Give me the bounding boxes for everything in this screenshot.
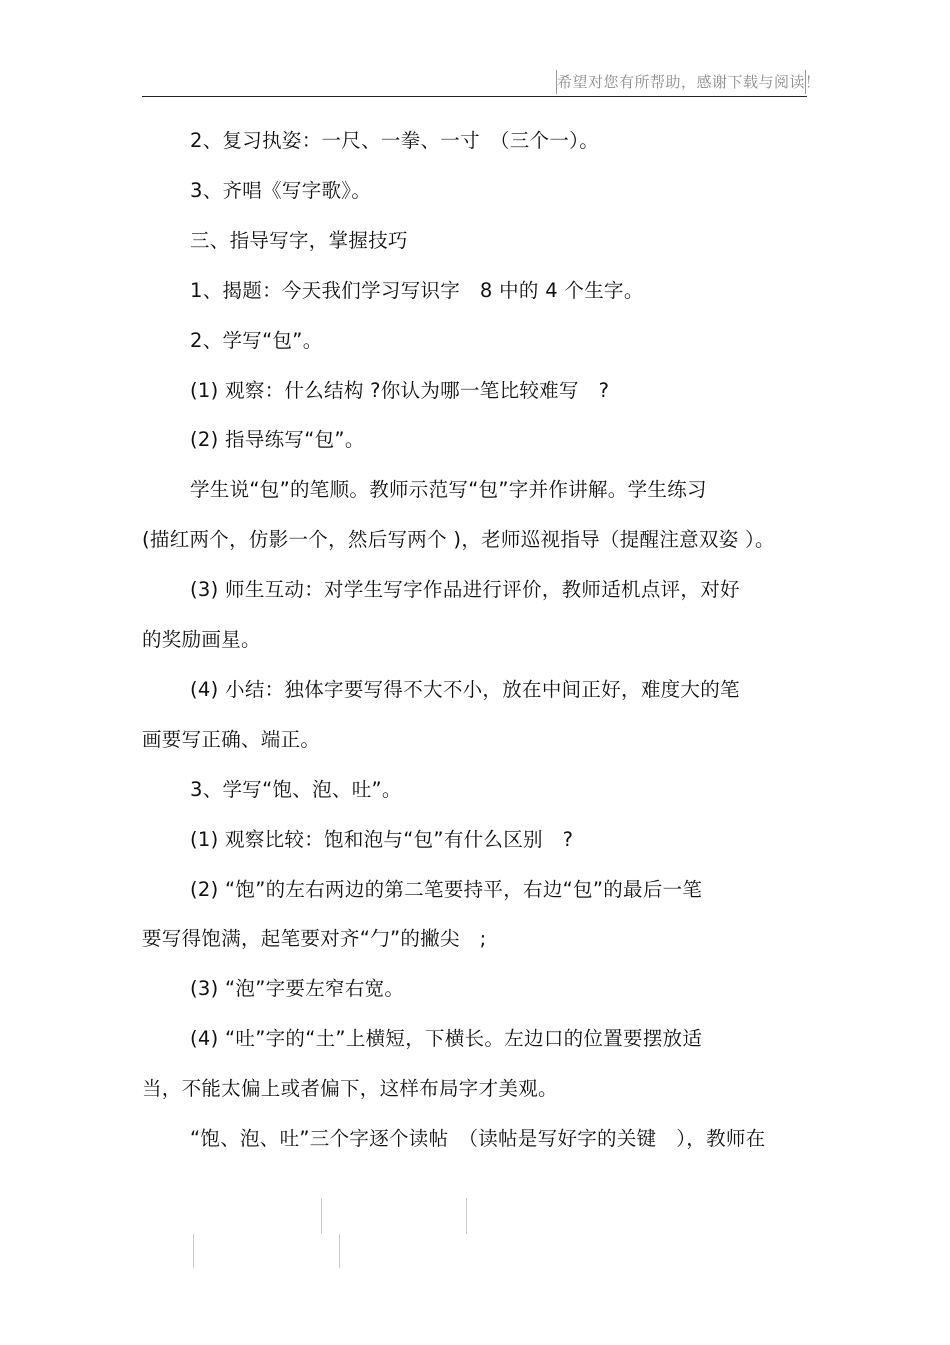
text-line: 当，不能太偏上或者偏下，这样布局字才美观。 (142, 1077, 558, 1100)
table-fragment-line (321, 1198, 322, 1234)
text-line: 3、学写“饱、泡、吐”。 (190, 778, 402, 801)
text-line: (3) 师生互动：对学生写字作品进行评价，教师适机点评，对好 (190, 578, 740, 601)
text-line: 1、揭题：今天我们学习写识字 8 中的 4 个生字。 (190, 279, 644, 302)
text-line: 2、复习执姿：一尺、一拳、一寸 （三个一）。 (190, 129, 600, 152)
text-line: (3) “泡”字要左窄右宽。 (190, 977, 405, 1000)
table-fragment-line (466, 1198, 467, 1234)
text-line: (2) 指导练写“包”。 (190, 428, 365, 451)
header-rule (142, 96, 807, 97)
table-fragment-line (193, 1234, 194, 1268)
text-line: (1) 观察：什么结构 ?你认为哪一笔比较难写 ? (190, 379, 610, 402)
text-line: 3、齐唱《写字歌》。 (190, 179, 372, 202)
text-line: 画要写正确、端正。 (142, 728, 321, 751)
text-line: 2、学写“包”。 (190, 329, 323, 352)
text-line: 要写得饱满，起笔要对齐“勹”的撇尖 ; (142, 927, 487, 950)
header-watermark: 希望对您有所帮助，感谢下载与阅读！ (556, 70, 806, 94)
text-line: (4) 小结：独体字要写得不大不小，放在中间正好，难度大的笔 (190, 678, 740, 701)
text-line: (4) “吐”字的“土”上横短，下横长。左边口的位置要摆放适 (190, 1027, 703, 1050)
text-line: 的奖励画星。 (142, 628, 261, 651)
text-line: 学生说“包”的笔顺。教师示范写“包”字并作讲解。学生练习 (190, 478, 707, 501)
text-line: (描红两个，仿影一个，然后写两个 )，老师巡视指导（提醒注意双姿 ）。 (142, 528, 775, 551)
text-line: (2) “饱”的左右两边的第二笔要持平，右边“包”的最后一笔 (190, 878, 703, 901)
table-fragment-line (339, 1234, 340, 1268)
text-line: “饱、泡、吐”三个字逐个读帖 （读帖是写好字的关键 ），教师在 (190, 1127, 766, 1150)
text-line: (1) 观察比较：饱和泡与“包”有什么区别 ? (190, 828, 574, 851)
text-line: 三、指导写字，掌握技巧 (190, 229, 408, 252)
